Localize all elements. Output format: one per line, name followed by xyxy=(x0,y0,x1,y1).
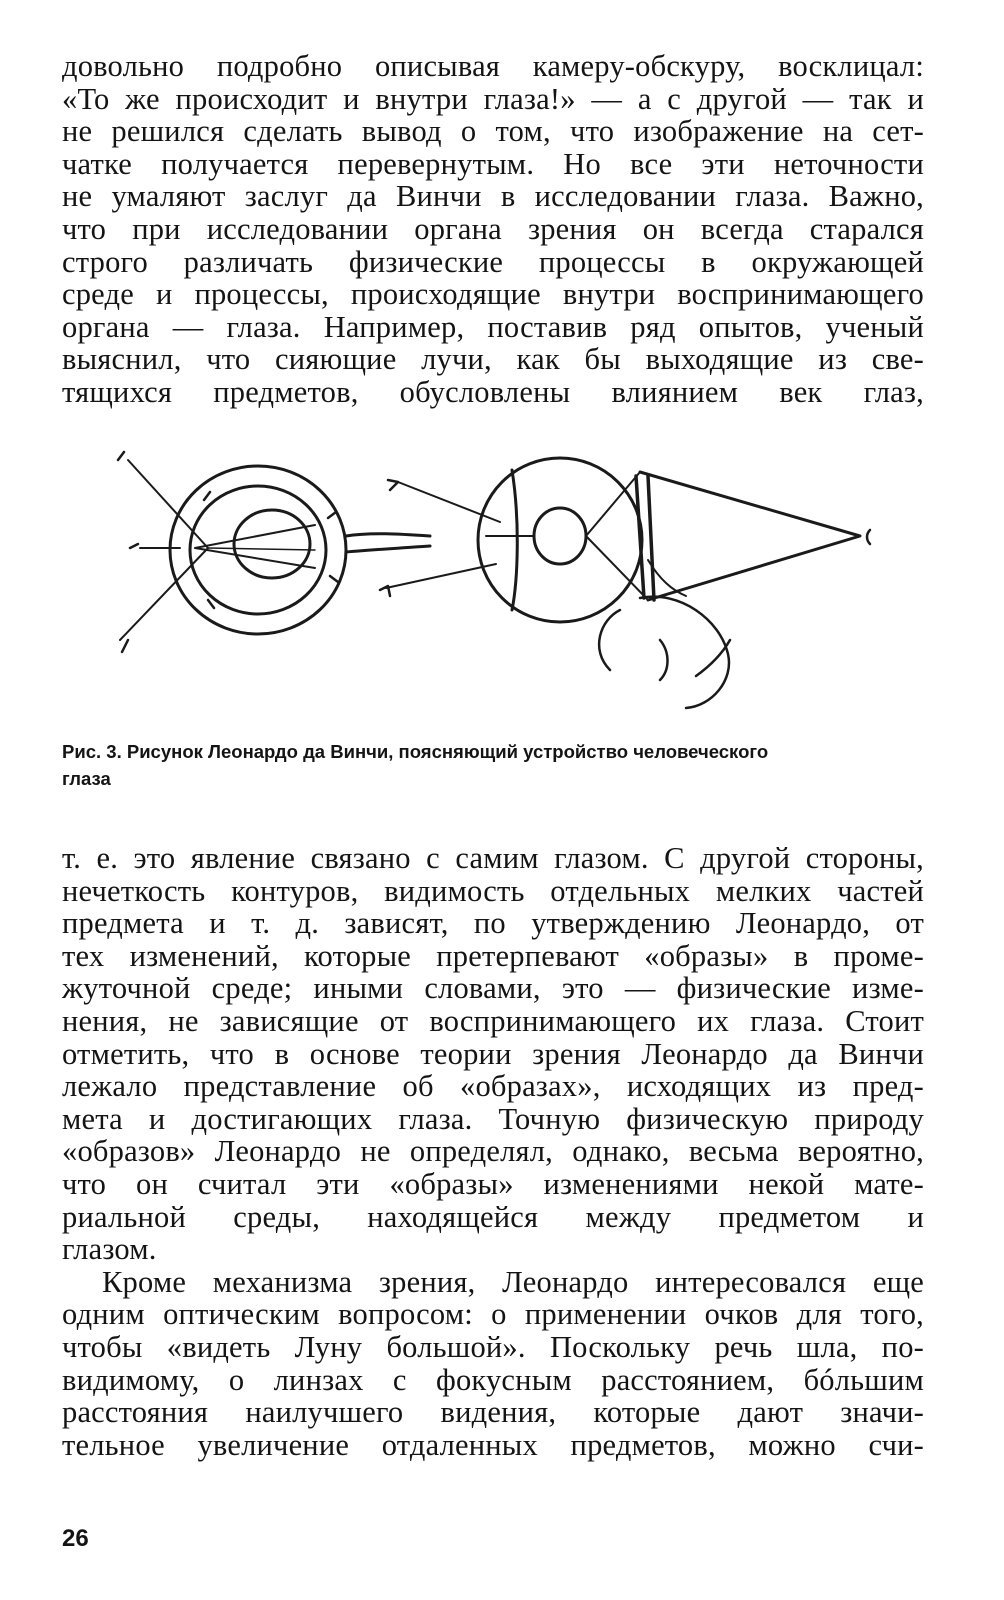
eyelid-bar xyxy=(636,476,654,600)
text-line: что он считал эти «образы» изменениями некой мате- xyxy=(62,1166,924,1201)
text-line: тех изменений, которые претерпевают «образы» в проме- xyxy=(62,938,924,973)
text-line: Кроме механизма зрения, Леонардо интересовался еще xyxy=(102,1264,924,1299)
hand-drawing xyxy=(599,597,730,708)
text-line: тящихся предметов, обусловлены влиянием век глаз, xyxy=(62,374,924,409)
figure-caption xyxy=(62,738,924,792)
text-line: предмета и т. д. зависят, по утверждению Леонардо, от xyxy=(62,906,924,941)
text-line: выяснил, что сияющие лучи, как бы выходящие из све- xyxy=(62,342,924,377)
text-line: довольно подробно описывая камеру-обскуру, восклицал: xyxy=(62,49,924,83)
left-eye-lens xyxy=(234,510,310,578)
text-line: тельное увеличение отдаленных предметов, можно счи- xyxy=(62,1427,924,1462)
text-line: органа — глаза. Например, поставив ряд опытов, ученый xyxy=(62,309,924,344)
text-line: строго различать физические процессы в окружающей xyxy=(62,244,924,279)
right-eye-lens xyxy=(534,508,586,564)
right-eye-outer xyxy=(478,458,642,622)
text-line: мета и достигающих глаза. Точную физическую природу xyxy=(62,1101,924,1136)
text-line: не умаляют заслуг да Винчи в исследовании глаза. Важно, xyxy=(62,179,924,214)
text-line: среде и процессы, происходящие внутри воспринимающего xyxy=(62,277,924,312)
text-line: лежало представление об «образах», исходящих из пред- xyxy=(62,1069,924,1104)
vision-cone xyxy=(640,472,860,600)
right-eye-rays xyxy=(486,472,648,600)
leonardo-eye-drawing xyxy=(100,440,890,725)
text-line: нения, не зависящие от воспринимающего их глаза. Стоит xyxy=(62,1003,924,1038)
text-line: глазом. xyxy=(62,1232,157,1267)
eye-diagram-illustration xyxy=(100,440,890,725)
text-line: расстояния наилучшего видения, которые дают значи- xyxy=(62,1395,924,1430)
caption-line: Рис. 3. Рисунок Леонардо да Винчи, поясняющий устройство человеческого xyxy=(62,741,769,762)
text-line: что при исследовании органа зрения он всегда старался xyxy=(62,211,924,246)
text-line: «То же происходит и внутри глаза!» — а с другой — так и xyxy=(62,81,924,116)
text-line: видимому, о линзах с фокусным расстоянием, бóльшим xyxy=(62,1362,924,1397)
text-line: одним оптическим вопросом: о применении очков для того, xyxy=(62,1297,924,1332)
text-line: нечеткость контуров, видимость отдельных мелких частей xyxy=(62,873,924,908)
text-line: риальной среды, находящейся между предметом и xyxy=(62,1199,924,1234)
left-eye-outer xyxy=(170,466,346,634)
left-ray-crossing xyxy=(208,548,315,550)
top-paragraph xyxy=(62,50,924,409)
text-line: «образов» Леонардо не определял, однако, весьма вероятно, xyxy=(62,1134,924,1169)
text-line: чтобы «видеть Луну большой». Поскольку речь шла, по- xyxy=(62,1329,924,1364)
bottom-paragraph xyxy=(62,842,924,1461)
text-line: не решился сделать вывод о том, что изображение на сет- xyxy=(62,114,924,149)
text-line: т. е. это явление связано с самим глазом. С другой стороны, xyxy=(62,841,924,875)
text-line: отметить, что в основе теории зрения Леонардо да Винчи xyxy=(62,1036,924,1071)
caption-line: глаза xyxy=(62,768,111,789)
text-line: чатке получается перевернутым. Но все эти неточности xyxy=(62,146,924,181)
text-line: жуточной среде; иными словами, это — физические изме- xyxy=(62,971,924,1006)
page-number: 26 xyxy=(62,1525,89,1552)
right-eye-vertical-line xyxy=(512,470,517,610)
left-optic-nerve xyxy=(346,534,430,552)
